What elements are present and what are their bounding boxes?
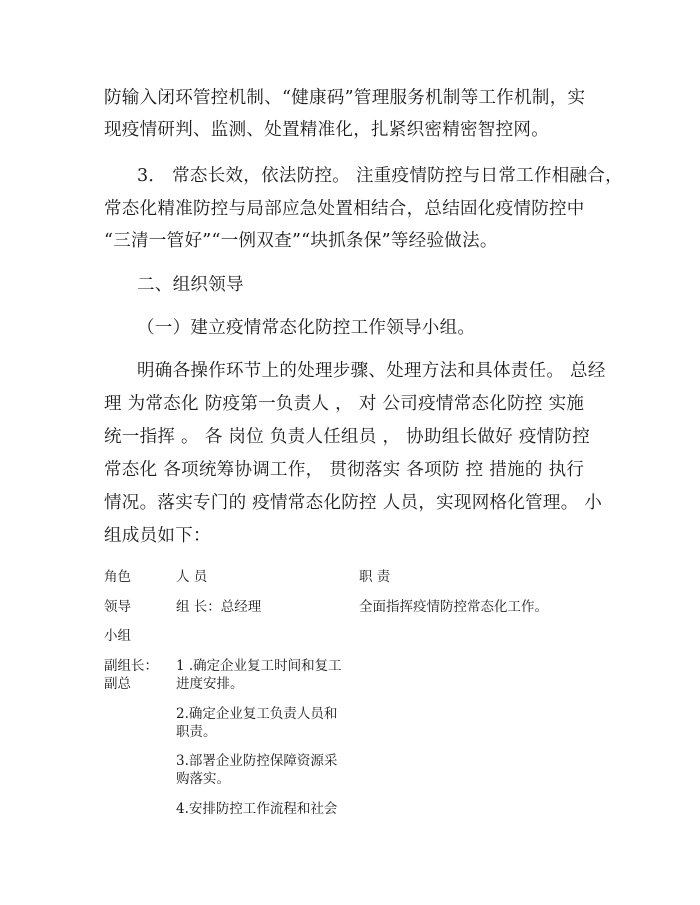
deputy-item-2-line2: 职责。 — [176, 724, 217, 740]
body-line-2: 现疫情研判、监测、处置精准化，扎紧织密精密智控网。 — [104, 120, 549, 140]
body-line-5: “三清一管好”“一例双查”“块抓条保”等经验做法。 — [104, 231, 498, 251]
table-header-duty: 职 责 — [359, 569, 391, 585]
leader-role-line1: 领导 — [104, 599, 131, 615]
deputy-role-line2: 副总 — [104, 676, 131, 692]
deputy-role-line1: 副组长： — [104, 658, 158, 674]
body-line-9: 理 为常态化 防疫第一负责人 ， 对 公司疫情常态化防控 实施 — [104, 394, 585, 414]
deputy-item-2-line1: 2.确定企业复工负责人员和 — [176, 706, 338, 722]
deputy-item-1-line1: 1 .确定企业复工时间和复工 — [176, 658, 342, 674]
body-line-1: 防输入闭环管控机制、“健康码”管理服务机制等工作机制，实 — [104, 88, 586, 108]
deputy-item-4-line1: 4.安排防控工作流程和社会 — [176, 801, 338, 817]
body-line-10: 统一指挥 。 各 岗位 负责人任组员 ， 协助组长做好 疫情防控 — [104, 427, 591, 447]
body-line-3: 3． 常态长效，依法防控。 注重疫情防控与日常工作相融合， — [137, 166, 623, 186]
deputy-item-1-line2: 进度安排。 — [176, 676, 244, 692]
body-line-13: 组成员如下： — [104, 526, 211, 546]
body-line-12: 情况。落实专门的 疫情常态化防控 人员，实现网格化管理。 小 — [104, 493, 603, 513]
body-line-8: 明确各操作环节上的处理步骤、处理方法和具体责任。 总经 — [137, 361, 606, 381]
section-heading-organization: 二、组织领导 — [137, 275, 244, 295]
deputy-item-3-line2: 购落实。 — [176, 771, 230, 787]
table-header-role: 角色 — [104, 569, 131, 585]
subsection-heading-leading-group: （一）建立疫情常态化防控工作领导小组。 — [137, 318, 476, 338]
table-header-person: 人 员 — [176, 569, 208, 585]
deputy-item-3-line1: 3.部署企业防控保障资源采 — [176, 753, 338, 769]
leader-person: 组 长：总经理 — [176, 599, 262, 615]
body-line-4: 常态化精准防控与局部应急处置相结合，总结固化疫情防控中 — [104, 199, 585, 219]
body-line-11: 常态化 各项统筹协调工作， 贯彻落实 各项防 控 措施的 执行 — [104, 460, 585, 480]
leader-duty: 全面指挥疫情防控常态化工作。 — [359, 599, 548, 615]
leader-role-line2: 小组 — [104, 628, 131, 644]
